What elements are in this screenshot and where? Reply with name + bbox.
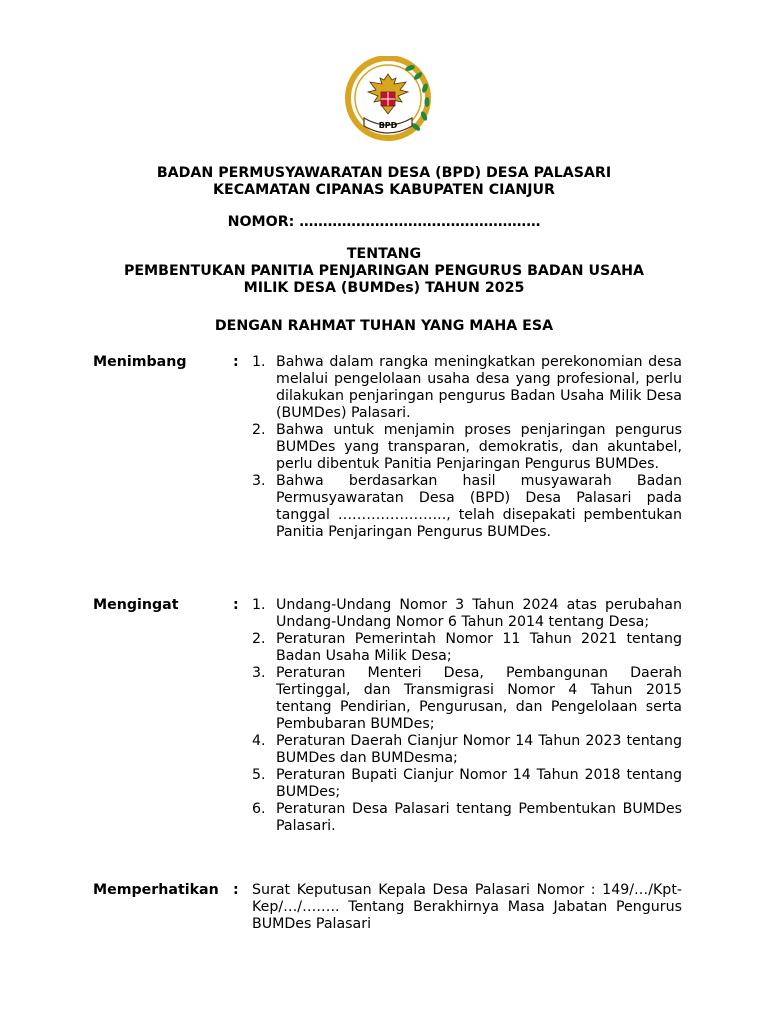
memperhatikan-text: Surat Keputusan Kepala Desa Palasari Nomor : 149/…/Kpt-Kep/…/…….. Tentang Berakhirnya Masa Jabatan Pengurus BUMDes Palasari xyxy=(252,882,682,932)
nomor-line: NOMOR: …………………………………………… xyxy=(227,214,541,230)
org-line-1: BADAN PERMUSYAWARATAN DESA (BPD) DESA PALASARI xyxy=(156,165,612,181)
list-item-text: Peraturan Daerah Cianjur Nomor 14 Tahun 2023 tentang BUMDes dan BUMDesma; xyxy=(276,733,682,766)
list-item-text: Bahwa berdasarkan hasil musyawarah Badan Permusyawaratan Desa (BPD) Desa Palasari pada tanggal ………………….., telah disepakati pembentukan Panitia Penjaringan Pengurus BUMDes. xyxy=(276,473,682,540)
list-item-number: 5. xyxy=(252,767,266,783)
list-item-text: Peraturan Menteri Desa, Pembangunan Daerah Tertinggal, dan Transmigrasi Nomor 4 Tahun 2015 tentang Pendirian, Pengurusan, dan Pengelolaan serta Pembubaran BUMDes; xyxy=(276,665,682,732)
org-line-2: KECAMATAN CIPANAS KABUPATEN CIANJUR xyxy=(213,182,555,198)
list-item-number: 3. xyxy=(252,473,266,489)
list-item xyxy=(252,665,682,733)
list-item-number: 4. xyxy=(252,733,266,749)
subject-line-1: PEMBENTUKAN PANITIA PENJARINGAN PENGURUS BADAN USAHA xyxy=(123,263,645,279)
list-item-text: Undang-Undang Nomor 3 Tahun 2024 atas perubahan Undang-Undang Nomor 6 Tahun 2014 tentang Desa; xyxy=(276,597,682,630)
list-item-text: Peraturan Pemerintah Nomor 11 Tahun 2021 tentang Badan Usaha Milik Desa; xyxy=(276,631,682,664)
list-item xyxy=(252,733,682,767)
list-item-number: 2. xyxy=(252,631,266,647)
list-item xyxy=(252,801,682,835)
organization-heading xyxy=(0,165,768,199)
document-number xyxy=(0,214,768,231)
list-item xyxy=(252,767,682,801)
list-item xyxy=(252,422,682,473)
list-item xyxy=(252,597,682,631)
list-item-number: 1. xyxy=(252,354,266,370)
subject-line-2: MILIK DESA (BUMDes) TAHUN 2025 xyxy=(243,280,525,296)
logo-banner-text: BPD xyxy=(378,121,398,130)
subject-heading xyxy=(0,246,768,297)
menimbang-list xyxy=(252,354,682,541)
menimbang-colon: : xyxy=(233,354,239,370)
mengingat-label: Mengingat xyxy=(93,597,179,613)
list-item-number: 2. xyxy=(252,422,266,438)
list-item xyxy=(252,473,682,541)
mengingat-list xyxy=(252,597,682,835)
list-item-number: 1. xyxy=(252,597,266,613)
menimbang-label: Menimbang xyxy=(93,354,187,370)
list-item-text: Bahwa untuk menjamin proses penjaringan pengurus BUMDes yang transparan, demokratis, dan akuntabel, perlu dibentuk Panitia Penjaringan Pengurus BUMDes. xyxy=(276,422,682,472)
list-item xyxy=(252,631,682,665)
list-item-text: Bahwa dalam rangka meningkatkan perekonomian desa melalui pengelolaan usaha desa yang profesional, perlu dilakukan penjaringan pengurus Badan Usaha Milik Desa (BUMDes) Palasari. xyxy=(276,354,682,421)
list-item-text: Peraturan Bupati Cianjur Nomor 14 Tahun 2018 tentang BUMDes; xyxy=(276,767,682,800)
memperhatikan-colon: : xyxy=(233,882,239,898)
memperhatikan-label: Memperhatikan xyxy=(93,882,219,898)
list-item-number: 6. xyxy=(252,801,266,817)
list-item xyxy=(252,354,682,422)
tentang-label: TENTANG xyxy=(346,246,422,262)
mengingat-colon: : xyxy=(233,597,239,613)
list-item-text: Peraturan Desa Palasari tentang Pembentukan BUMDes Palasari. xyxy=(276,801,682,834)
bpd-logo xyxy=(340,56,436,144)
garuda-emblem-icon xyxy=(340,56,436,144)
rahmat-heading xyxy=(0,318,768,335)
list-item-number: 3. xyxy=(252,665,266,681)
rahmat-line: DENGAN RAHMAT TUHAN YANG MAHA ESA xyxy=(214,318,554,334)
